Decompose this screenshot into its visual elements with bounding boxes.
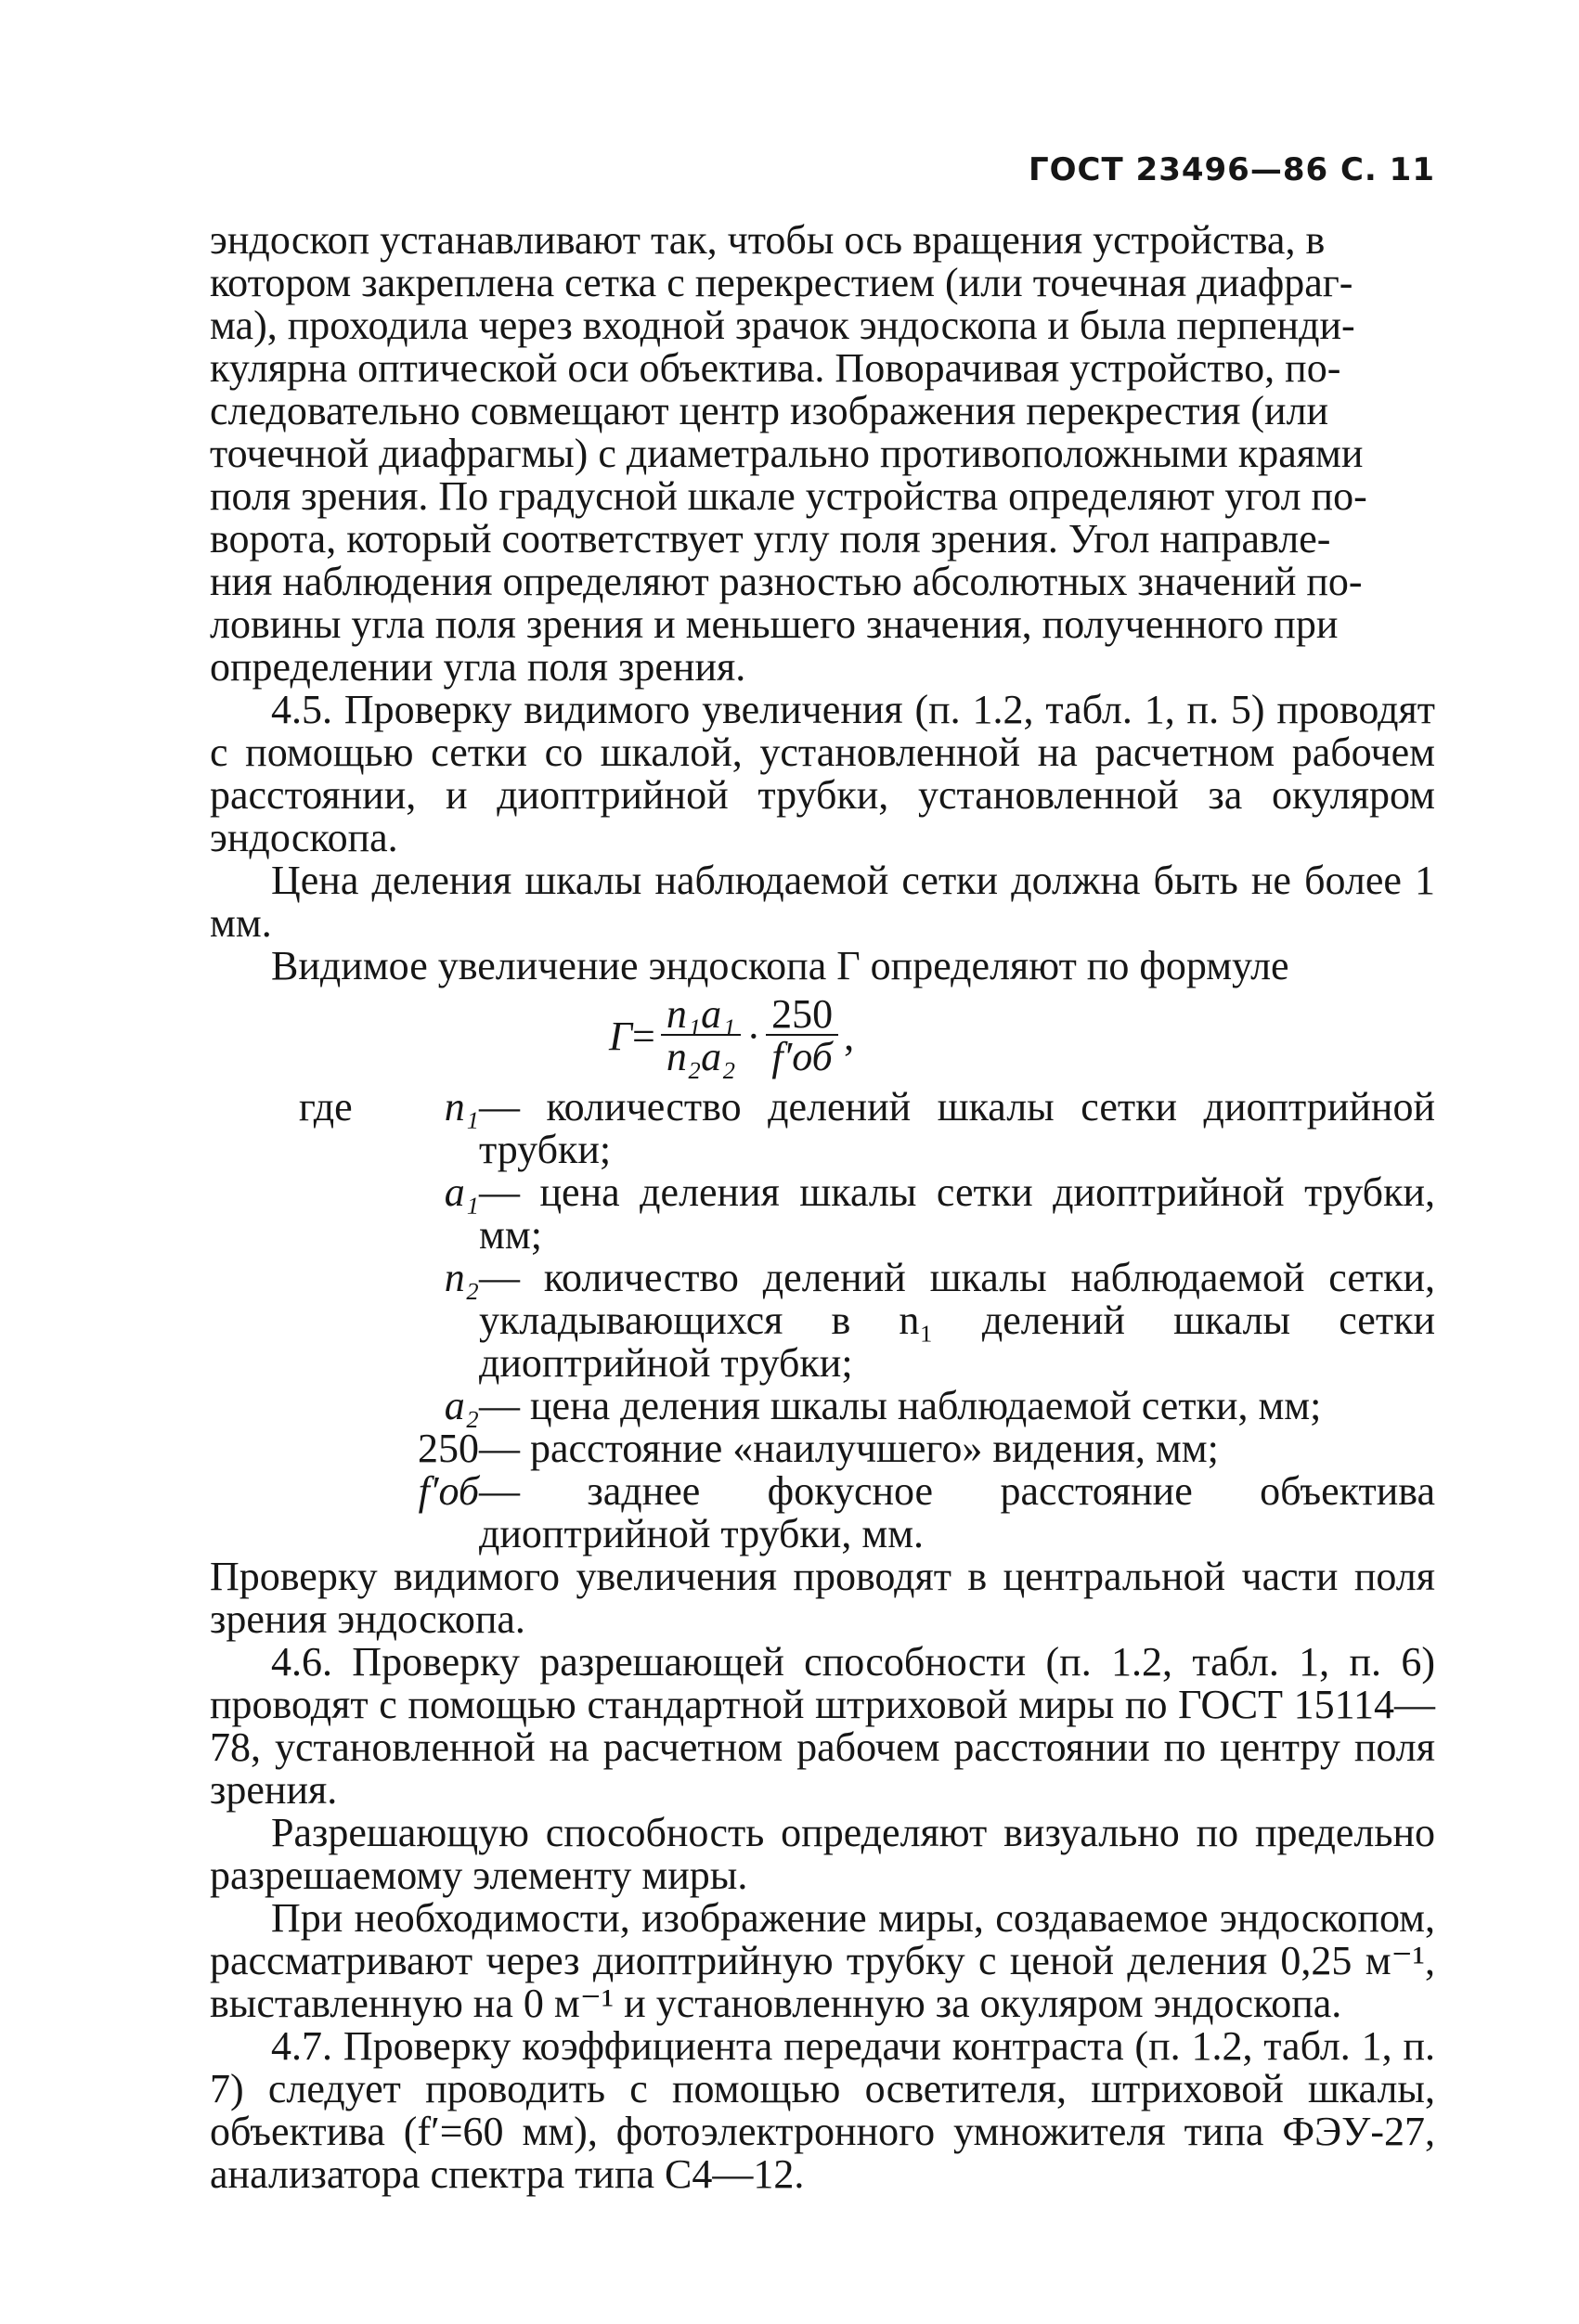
definition-term: f′об bbox=[418, 1468, 479, 1514]
formula-dot: · bbox=[746, 1014, 761, 1059]
text-line: следовательно совмещают центр изображения перекрестия (или bbox=[210, 388, 1329, 433]
definition-row bbox=[210, 1470, 1435, 1556]
definition-row bbox=[210, 1171, 1435, 1257]
definition-row bbox=[210, 1086, 1435, 1171]
text-line: кулярна оптической оси объектива. Поворачивая устройство, по- bbox=[210, 345, 1341, 391]
definition-desc: — цена деления шкалы сетки диоптрийной трубки, мм; bbox=[479, 1169, 1435, 1258]
paragraph-4-5-formula-intro: Видимое увеличение эндоскопа Г определяют по формуле bbox=[271, 943, 1289, 988]
definition-desc: — количество делений шкалы сетки диоптрийной трубки; bbox=[479, 1084, 1435, 1172]
paragraph-4-5-scale: Цена деления шкалы наблюдаемой сетки должна быть не более 1 мм. bbox=[210, 858, 1435, 946]
text-line: ворота, который соответствует углу поля зрения. Угол направле- bbox=[210, 516, 1331, 562]
fraction-2-numerator: 250 bbox=[766, 995, 838, 1036]
definition-term: a₂ bbox=[444, 1383, 479, 1428]
definition-desc: — заднее фокусное расстояние объектива диоптрийной трубки, мм. bbox=[479, 1468, 1435, 1556]
term-text: n₁ bbox=[444, 1084, 479, 1130]
paragraph-4-5-check: Проверку видимого увеличения проводят в центральной части поля зрения эндоскопа. bbox=[210, 1554, 1435, 1642]
text-line: поля зрения. По градусной шкале устройства определяют угол по- bbox=[210, 473, 1367, 519]
fraction-1 bbox=[661, 991, 742, 1079]
paragraph-4-6-visual: Разрешающую способность определяют визуально по предельно разрешаемому элементу миры. bbox=[210, 1810, 1435, 1898]
definition-term bbox=[210, 1086, 479, 1171]
definition-term: 250 bbox=[418, 1426, 479, 1471]
formula-block bbox=[210, 989, 1435, 1082]
definitions-list bbox=[210, 1086, 1435, 1556]
text-line: эндоскоп устанавливают так, чтобы ось вращения устройства, в bbox=[210, 217, 1326, 263]
formula-lhs: Г bbox=[609, 1014, 633, 1059]
text-line: котором закреплена сетка с перекрестием (или точечная диафраг- bbox=[210, 260, 1353, 305]
definition-row bbox=[210, 1257, 1435, 1385]
definition-term: a₁ bbox=[444, 1169, 479, 1215]
page-header: ГОСТ 23496—86 С. 11 bbox=[1028, 151, 1435, 188]
definition-desc: — расстояние «наилучшего» видения, мм; bbox=[479, 1426, 1219, 1471]
where-word: где bbox=[298, 1084, 353, 1130]
text-line: точечной диафрагмы) с диаметрально противоположными краями bbox=[210, 431, 1364, 476]
paragraph-4-6: 4.6. Проверку разрешающей способности (п. 1.2, табл. 1, п. 6) проводят с помощью стандартной штриховой миры по ГОСТ 15114—78, установленной на расчетном рабочем расстоянии по центру поля зрения. bbox=[210, 1639, 1435, 1813]
formula-comma: , bbox=[844, 1014, 855, 1059]
fraction-1-denominator: n₂a₂ bbox=[666, 1034, 736, 1079]
text-line: ловины угла поля зрения и меньшего значения, полученного при bbox=[210, 601, 1339, 647]
magnification-formula bbox=[609, 991, 855, 1079]
definition-row bbox=[210, 1385, 1435, 1427]
paragraph-4-6-dioptric: При необходимости, изображение миры, создаваемое эндоскопом, рассматривают через диоптрийную трубку с ценой деления 0,25 м⁻¹, выставленную на 0 м⁻¹ и установленную за окуляром эндоскопа. bbox=[210, 1895, 1435, 2026]
definition-term: n₂ bbox=[444, 1255, 479, 1300]
paragraph-4-5: 4.5. Проверку видимого увеличения (п. 1.2, табл. 1, п. 5) проводят с помощью сетки со шкалой, установленной на расчетном рабочем расстоянии, и диоптрийной трубки, установленной за окуляром эндоскопа. bbox=[210, 687, 1435, 860]
text-line: ма), проходила через входной зрачок эндоскопа и была перпенди- bbox=[210, 303, 1355, 348]
paragraph-continued bbox=[210, 219, 1435, 689]
definition-row bbox=[210, 1427, 1435, 1470]
definition-desc: — количество делений шкалы наблюдаемой сетки, укладывающихся в n₁ делений шкалы сетки диоптрийной трубки; bbox=[479, 1255, 1435, 1386]
text-line: ния наблюдения определяют разностью абсолютных значений по- bbox=[210, 559, 1363, 604]
fraction-1-numerator: n₁a₁ bbox=[661, 995, 742, 1036]
paragraph-4-7: 4.7. Проверку коэффициента передачи контраста (п. 1.2, табл. 1, п. 7) следует проводить с помощью осветителя, штриховой шкалы, объектива (f′=60 мм), фотоэлектронного умножителя типа ФЭУ-27, анализатора спектра типа С4—12. bbox=[210, 2023, 1435, 2197]
definition-desc: — цена деления шкалы наблюдаемой сетки, мм; bbox=[479, 1383, 1322, 1428]
text-line: определении угла поля зрения. bbox=[210, 644, 746, 690]
formula-equals: = bbox=[632, 1014, 655, 1059]
body-text bbox=[210, 219, 1435, 2196]
fraction-2-denominator: f′об bbox=[771, 1034, 833, 1079]
fraction-2 bbox=[766, 991, 838, 1079]
